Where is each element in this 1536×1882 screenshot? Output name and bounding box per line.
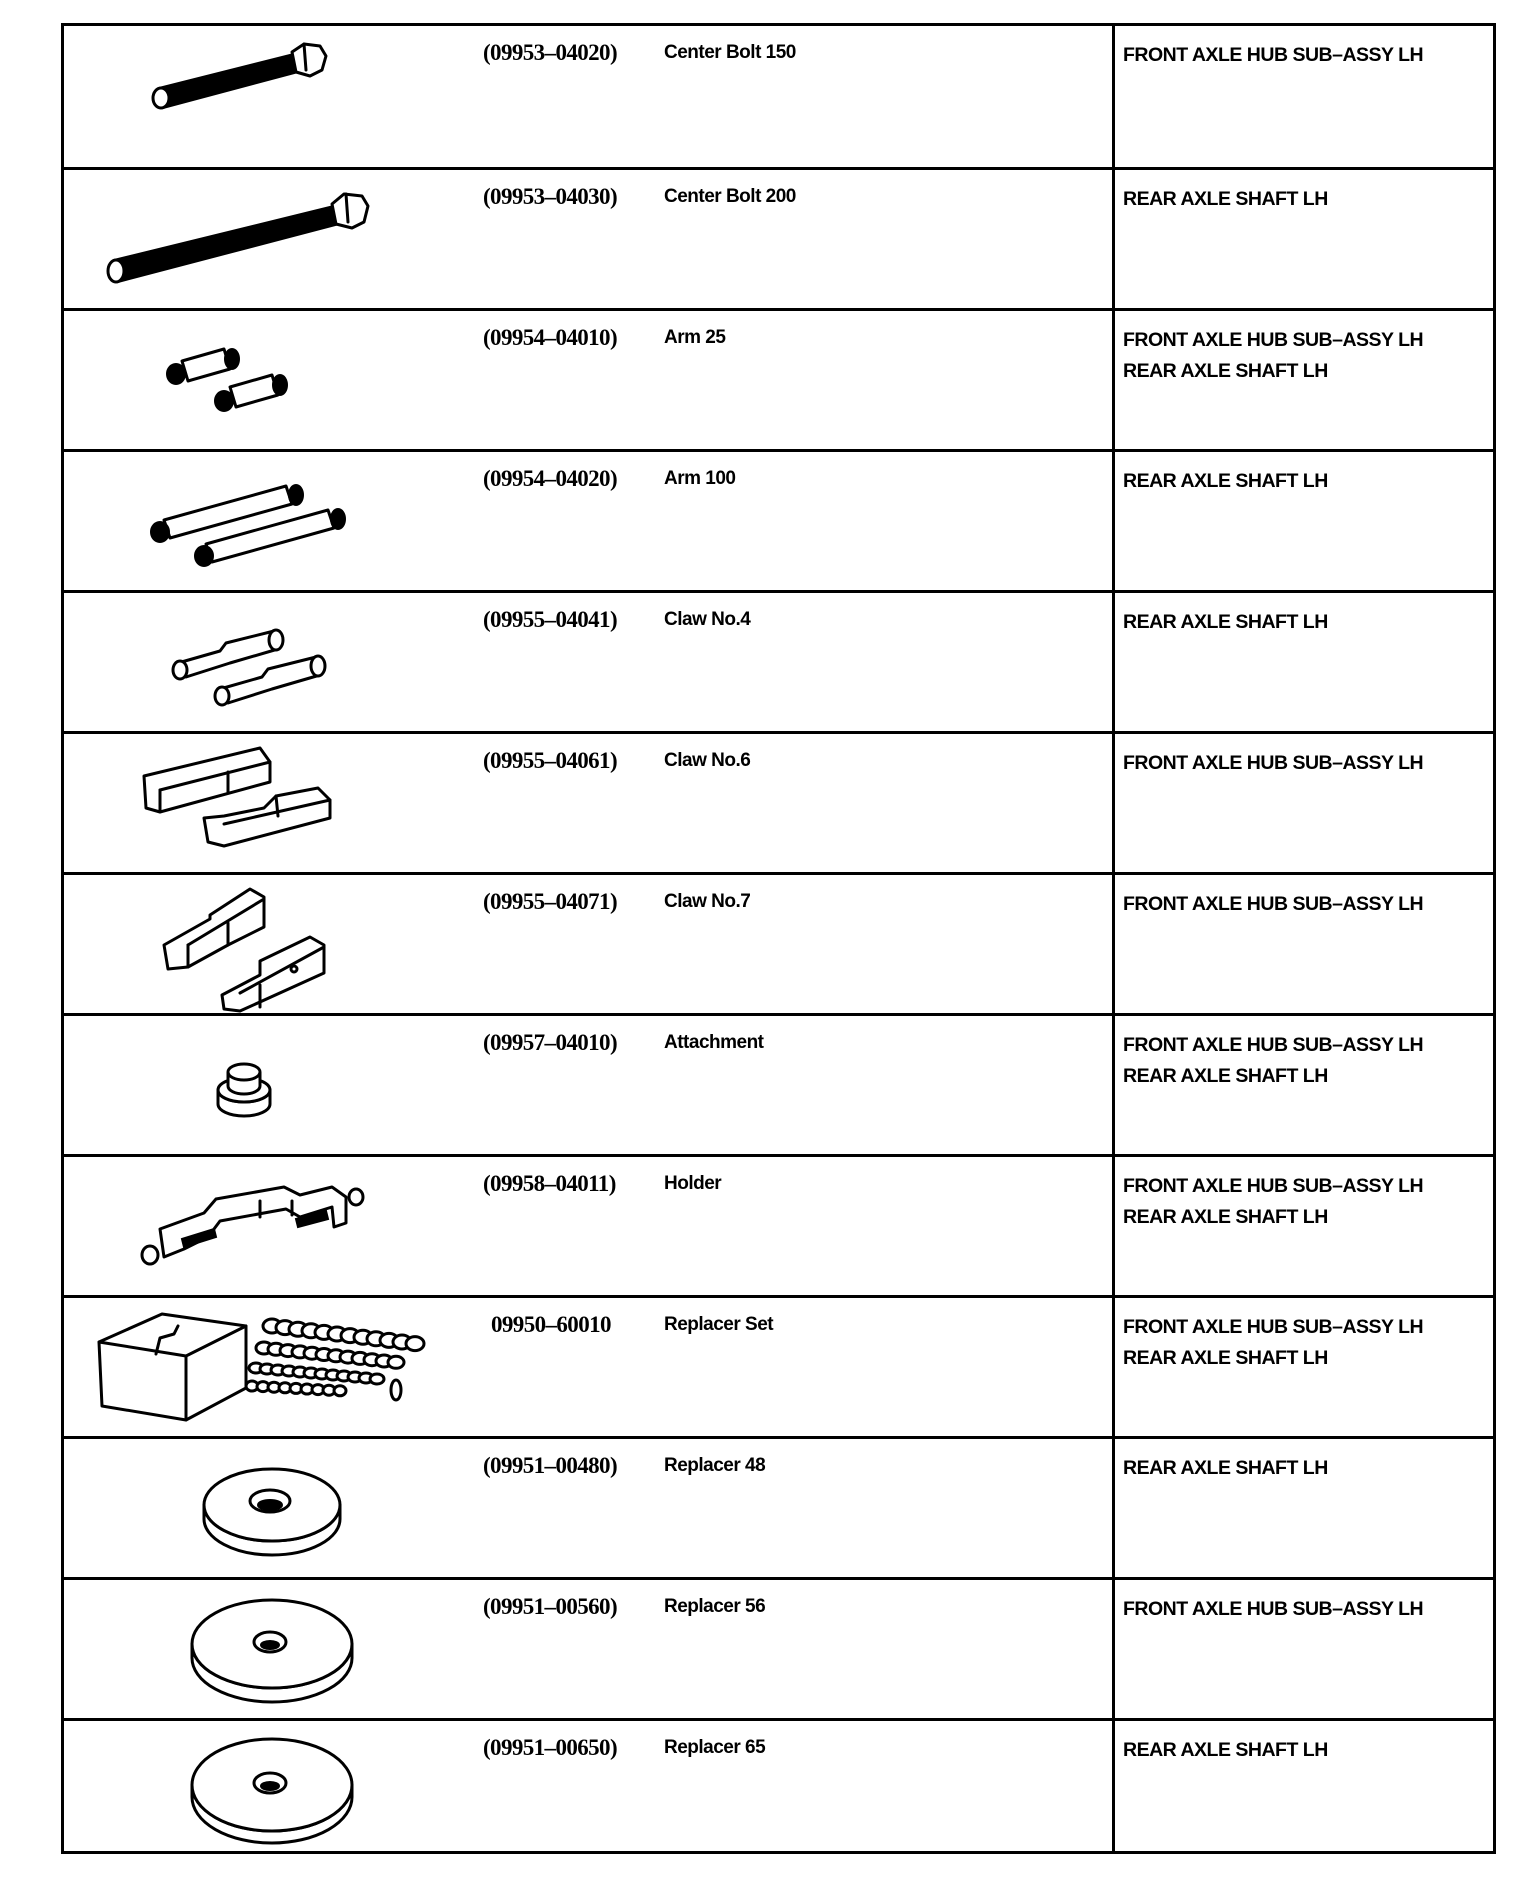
- tool-name: Holder: [664, 1173, 722, 1194]
- special-service-tools-table: [61, 23, 1496, 1854]
- used-for: [1123, 1594, 1423, 1625]
- used-for: [1123, 1030, 1423, 1092]
- arm-piece-1: [167, 349, 239, 384]
- replacer-pin: [391, 1380, 401, 1400]
- claw-piece-1: [144, 748, 270, 812]
- table-row: [64, 1436, 1493, 1577]
- tool-name: Replacer Set: [664, 1314, 774, 1335]
- use-item: REAR AXLE SHAFT LH: [1123, 1347, 1328, 1369]
- tool-name: Arm 25: [664, 327, 726, 348]
- bolt-head: [292, 44, 326, 76]
- table-row: [64, 167, 1493, 308]
- use-item: REAR AXLE SHAFT LH: [1123, 611, 1328, 633]
- replacer-set-illustration: [64, 1298, 464, 1436]
- replacer-48-illustration: [64, 1439, 464, 1577]
- center-bolt-200-illustration: [64, 170, 464, 308]
- tool-name: Center Bolt 150: [664, 42, 796, 63]
- used-for: [1123, 325, 1423, 387]
- part-number: 09950–60010: [491, 1312, 611, 1337]
- use-item: REAR AXLE SHAFT LH: [1123, 1739, 1328, 1761]
- use-item: FRONT AXLE HUB SUB–ASSY LH: [1123, 752, 1424, 774]
- table-row: [64, 1718, 1493, 1851]
- tool-name: Claw No.7: [664, 891, 751, 912]
- part-number: (09955–04041): [483, 607, 618, 632]
- part-number: (09953–04020): [483, 40, 618, 65]
- tool-name: Replacer 48: [664, 1455, 766, 1476]
- tool-name: Claw No.6: [664, 750, 751, 771]
- used-for: [1123, 184, 1328, 215]
- table-row: [64, 1154, 1493, 1295]
- arm-25-illustration: [64, 311, 464, 449]
- use-item: FRONT AXLE HUB SUB–ASSY LH: [1123, 1175, 1424, 1197]
- claw-no7-illustration: [64, 875, 464, 1013]
- table-row: [64, 872, 1493, 1013]
- replacer-disc: [388, 1356, 404, 1368]
- claw-piece-1: [164, 889, 264, 969]
- replacer-disc: [370, 1374, 384, 1384]
- used-for: [1123, 1312, 1423, 1374]
- replacer-disc: [406, 1337, 424, 1351]
- part-number: (09955–04071): [483, 889, 618, 914]
- claw-no6-illustration: [64, 734, 464, 872]
- used-for: [1123, 607, 1328, 638]
- use-item: REAR AXLE SHAFT LH: [1123, 1457, 1328, 1479]
- use-item: FRONT AXLE HUB SUB–ASSY LH: [1123, 44, 1424, 66]
- tool-name: Replacer 56: [664, 1596, 766, 1617]
- table-row: [64, 590, 1493, 731]
- replacer-disc: [334, 1386, 346, 1396]
- part-number: (09951–00560): [483, 1594, 618, 1619]
- use-item: REAR AXLE SHAFT LH: [1123, 1206, 1328, 1228]
- use-item: REAR AXLE SHAFT LH: [1123, 360, 1328, 382]
- table-row: [64, 449, 1493, 590]
- claw-piece-2: [222, 937, 324, 1011]
- part-number: (09953–04030): [483, 184, 618, 209]
- tool-name: Replacer 65: [664, 1737, 766, 1758]
- part-number: (09957–04010): [483, 1030, 618, 1055]
- bolt-shank: [108, 206, 339, 282]
- used-for: [1123, 748, 1423, 779]
- center-bolt-150-illustration: [64, 26, 464, 164]
- storage-case: [99, 1314, 246, 1420]
- use-item: REAR AXLE SHAFT LH: [1123, 1065, 1328, 1087]
- table-row: [64, 26, 1493, 167]
- tool-name: Center Bolt 200: [664, 186, 796, 207]
- arm-100-illustration: [64, 452, 464, 590]
- part-number: (09958–04011): [483, 1171, 616, 1196]
- used-for: [1123, 1735, 1328, 1766]
- replacer-discs: [246, 1319, 424, 1400]
- part-number: (09955–04061): [483, 748, 618, 773]
- replacer-disc: [204, 1469, 340, 1555]
- used-for: [1123, 889, 1423, 920]
- replacer-disc: [192, 1739, 352, 1843]
- claw-no4-illustration: [64, 593, 464, 731]
- use-item: REAR AXLE SHAFT LH: [1123, 188, 1328, 210]
- bolt-head: [332, 194, 368, 228]
- table-row: [64, 1577, 1493, 1718]
- tool-name: Attachment: [664, 1032, 764, 1053]
- replacer-disc: [192, 1600, 352, 1702]
- use-item: FRONT AXLE HUB SUB–ASSY LH: [1123, 1034, 1424, 1056]
- table-row: [64, 731, 1493, 872]
- claw-piece-2: [204, 788, 330, 846]
- part-number: (09954–04010): [483, 325, 618, 350]
- part-number: (09951–00650): [483, 1735, 618, 1760]
- used-for: [1123, 40, 1423, 71]
- holder-illustration: [64, 1157, 464, 1295]
- tool-name: Claw No.4: [664, 609, 751, 630]
- tool-name: Arm 100: [664, 468, 736, 489]
- part-number: (09951–00480): [483, 1453, 618, 1478]
- use-item: FRONT AXLE HUB SUB–ASSY LH: [1123, 1598, 1424, 1620]
- part-number: (09954–04020): [483, 466, 618, 491]
- arm-piece-2: [215, 375, 287, 411]
- used-for: [1123, 1171, 1423, 1233]
- use-item: FRONT AXLE HUB SUB–ASSY LH: [1123, 893, 1424, 915]
- use-item: FRONT AXLE HUB SUB–ASSY LH: [1123, 1316, 1424, 1338]
- bolt-shank: [153, 54, 298, 108]
- use-item: FRONT AXLE HUB SUB–ASSY LH: [1123, 329, 1424, 351]
- use-item: REAR AXLE SHAFT LH: [1123, 470, 1328, 492]
- replacer-56-illustration: [64, 1580, 464, 1718]
- replacer-65-illustration: [64, 1721, 464, 1859]
- attachment-illustration: [64, 1016, 464, 1154]
- table-row: [64, 308, 1493, 449]
- used-for: [1123, 1453, 1328, 1484]
- used-for: [1123, 466, 1328, 497]
- table-row: [64, 1295, 1493, 1436]
- table-row: [64, 1013, 1493, 1154]
- attachment-body: [218, 1064, 270, 1116]
